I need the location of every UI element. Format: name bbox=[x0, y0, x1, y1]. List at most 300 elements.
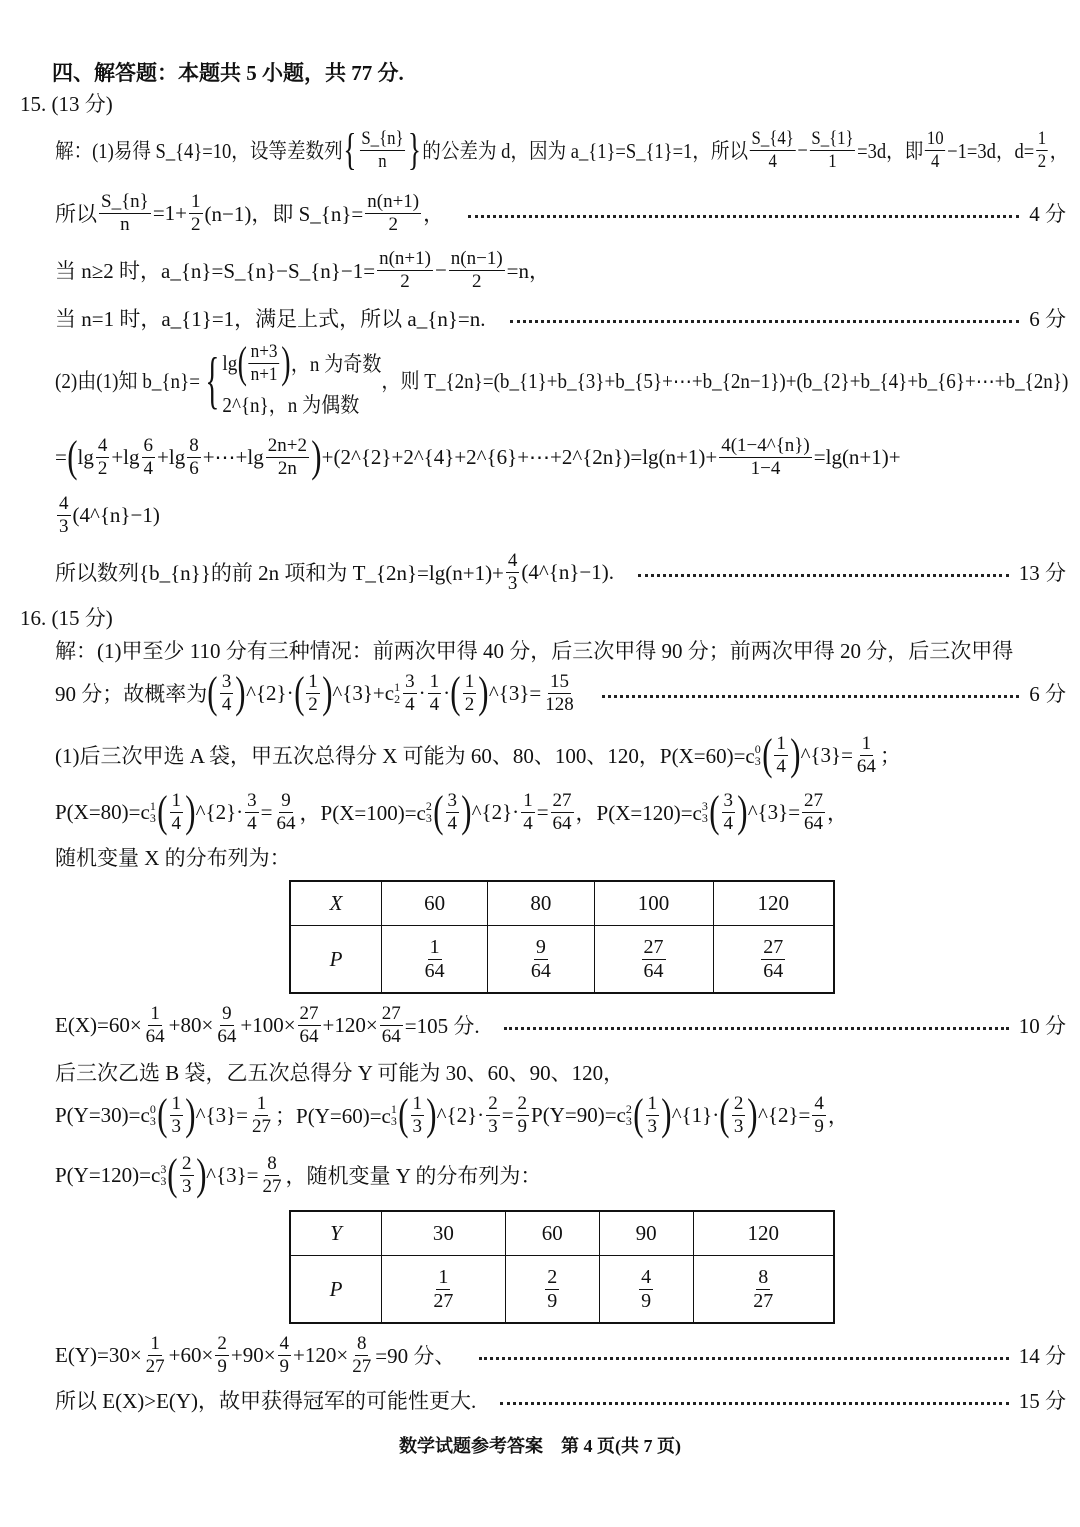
value-cell: 120 bbox=[713, 881, 834, 926]
numerator: 8 bbox=[189, 434, 199, 456]
denominator: 27 bbox=[145, 1355, 165, 1377]
binomial-indices bbox=[426, 800, 432, 824]
sub-index: 3 bbox=[160, 1174, 167, 1188]
math-text: 当 n=1 时，a_{1}=1，满足上式，所以 a_{n}=n. bbox=[55, 307, 486, 331]
denominator: 1−4 bbox=[750, 457, 781, 479]
math-text: +120× bbox=[293, 1342, 349, 1367]
denominator: 64 bbox=[145, 1025, 165, 1047]
math-text: =105 分. bbox=[404, 1014, 480, 1038]
math-text: − bbox=[797, 137, 808, 162]
line-content bbox=[55, 1150, 542, 1199]
line-content bbox=[55, 551, 614, 594]
score-label: 13 分 bbox=[1018, 561, 1066, 585]
fraction bbox=[521, 791, 535, 834]
math-text: =3d，即 bbox=[857, 139, 924, 163]
math-text: ^{3}= bbox=[800, 742, 853, 767]
numerator: 2 bbox=[547, 1265, 558, 1288]
sup-index: 2 bbox=[425, 799, 432, 813]
denominator: 4 bbox=[405, 693, 415, 715]
big-bracket: ) bbox=[185, 1090, 196, 1139]
fraction bbox=[380, 1004, 403, 1047]
math-text: = bbox=[260, 799, 273, 824]
fraction bbox=[423, 937, 447, 982]
math-text: · bbox=[443, 680, 451, 705]
math-text: ^{2}· bbox=[195, 799, 244, 824]
math-text: 当 n≥2 时，a_{n}=S_{n}−S_{n}−1= bbox=[55, 259, 376, 283]
prob-cell bbox=[382, 1256, 506, 1324]
denominator: 3 bbox=[733, 1115, 744, 1137]
q15-line bbox=[55, 542, 1066, 602]
line-content bbox=[55, 730, 901, 779]
big-bracket: ) bbox=[195, 1150, 206, 1199]
question-16-header: 16. (15 分) bbox=[20, 606, 113, 630]
math-text: ^{3}= bbox=[488, 680, 542, 705]
denominator: 64 bbox=[424, 959, 445, 982]
sup-index: 0 bbox=[149, 1102, 156, 1116]
fraction bbox=[446, 791, 460, 834]
numerator: 2 bbox=[182, 1152, 192, 1174]
sub-index: 3 bbox=[390, 1114, 397, 1128]
numerator: 4(1−4^{n}) bbox=[721, 434, 810, 456]
big-bracket: ) bbox=[790, 730, 801, 779]
sup-index: 1 bbox=[390, 1102, 397, 1116]
numerator: 1 bbox=[256, 1092, 267, 1114]
table-header-row bbox=[290, 881, 834, 926]
q15-line bbox=[55, 485, 160, 545]
numerator: 10 bbox=[926, 127, 944, 149]
numerator: 1 bbox=[438, 1265, 449, 1288]
prob-label-cell: P bbox=[290, 926, 382, 994]
denominator: 3 bbox=[59, 515, 69, 537]
value-cell: 60 bbox=[382, 881, 488, 926]
score-label: 15 分 bbox=[1018, 1389, 1066, 1413]
fraction bbox=[403, 672, 417, 715]
fraction bbox=[506, 551, 520, 594]
numerator: 27 bbox=[552, 789, 572, 811]
dot-leader bbox=[468, 215, 1019, 218]
math-text: (4^{n}−1). bbox=[521, 559, 614, 584]
denominator: 2 bbox=[464, 693, 475, 715]
numerator: 2 bbox=[517, 1092, 528, 1114]
numerator: 4 bbox=[279, 1332, 290, 1354]
fraction bbox=[411, 1094, 425, 1137]
numerator: 1 bbox=[429, 935, 440, 958]
fraction bbox=[377, 249, 433, 292]
math-text: ，P(X=120)=c bbox=[575, 801, 702, 825]
dot-leader bbox=[638, 574, 1009, 577]
denominator: 3 bbox=[647, 1115, 658, 1137]
math-text: ，随机变量 Y 的分布列为： bbox=[285, 1164, 542, 1188]
denominator: 4 bbox=[776, 755, 786, 777]
score-label: 6 分 bbox=[1029, 682, 1066, 706]
denominator: 4 bbox=[171, 812, 181, 834]
binomial-indices bbox=[160, 1163, 166, 1187]
fraction bbox=[732, 1094, 746, 1137]
numerator: 1 bbox=[171, 789, 181, 811]
prob-cell bbox=[599, 1256, 693, 1324]
question-15-header: 15. (13 分) bbox=[20, 92, 113, 116]
big-bracket: ) bbox=[321, 668, 333, 717]
prob-cell bbox=[594, 926, 713, 994]
math-text: = bbox=[536, 799, 549, 824]
numerator: 1 bbox=[308, 670, 318, 692]
line-content bbox=[55, 125, 1069, 174]
case-row bbox=[222, 338, 382, 387]
sup-index: 1 bbox=[149, 799, 156, 813]
numerator: 4 bbox=[59, 492, 69, 514]
fraction bbox=[306, 672, 320, 715]
numerator: 3 bbox=[447, 789, 458, 811]
dot-leader bbox=[479, 1357, 1008, 1360]
math-text: +120× bbox=[322, 1012, 378, 1037]
sub-index: 3 bbox=[149, 811, 156, 825]
big-bracket: ) bbox=[426, 1090, 437, 1139]
cases-rows bbox=[222, 338, 382, 419]
q16-line bbox=[55, 725, 901, 785]
fraction bbox=[170, 1094, 184, 1137]
denominator: 64 bbox=[643, 959, 664, 982]
numerator: 27 bbox=[763, 935, 784, 958]
big-bracket: ( bbox=[207, 668, 218, 717]
fraction bbox=[529, 937, 553, 982]
math-text: +lg bbox=[111, 444, 140, 469]
numerator: n(n−1) bbox=[450, 247, 503, 269]
fraction bbox=[144, 1004, 167, 1047]
math-text: ^{2}· bbox=[436, 1102, 485, 1127]
binomial-indices bbox=[150, 800, 156, 824]
math-text: 的公差为 d，因为 a_{1}=S_{1}=1，所以 bbox=[422, 139, 749, 163]
prob-cell bbox=[505, 1256, 599, 1324]
math-text: P(X=80)=c bbox=[55, 799, 150, 824]
numerator: 27 bbox=[381, 1002, 401, 1024]
fraction bbox=[180, 1154, 194, 1197]
big-bracket: ) bbox=[661, 1090, 672, 1139]
prob-cell bbox=[382, 926, 488, 994]
numerator: 1 bbox=[523, 789, 533, 811]
variable-cell: X bbox=[290, 881, 382, 926]
binomial-indices bbox=[626, 1103, 632, 1127]
line-content bbox=[55, 303, 486, 333]
table-prob-row bbox=[290, 926, 834, 994]
big-bracket: ( bbox=[709, 787, 720, 836]
sup-index: 3 bbox=[701, 799, 708, 813]
numerator: 2 bbox=[217, 1332, 227, 1354]
fraction bbox=[1036, 129, 1048, 172]
q16-line bbox=[55, 1370, 1066, 1430]
binomial-indices bbox=[702, 800, 708, 824]
denominator: 27 bbox=[262, 1175, 282, 1197]
math-text: −1=3d，d= bbox=[947, 139, 1035, 163]
big-bracket: ( bbox=[237, 338, 247, 387]
fraction bbox=[431, 1267, 455, 1312]
numerator: 4 bbox=[641, 1265, 652, 1288]
prob-cell bbox=[488, 926, 594, 994]
math-text: ^{2}= bbox=[758, 1102, 811, 1127]
binomial-indices bbox=[150, 1103, 156, 1127]
fraction bbox=[646, 1094, 660, 1137]
numerator: 1 bbox=[150, 1332, 160, 1354]
dot-leader bbox=[602, 695, 1020, 698]
line-content bbox=[55, 1385, 476, 1415]
math-text: +60× bbox=[168, 1342, 214, 1367]
variable-cell: Y bbox=[290, 1211, 382, 1256]
denominator: 4 bbox=[523, 812, 533, 834]
line-content bbox=[55, 494, 160, 537]
math-text: ，P(X=100)=c bbox=[299, 801, 426, 825]
fraction bbox=[249, 342, 280, 385]
numerator: 4 bbox=[97, 434, 108, 456]
math-text: P(Y=90)=c bbox=[531, 1102, 626, 1127]
denominator: 2 bbox=[191, 213, 201, 235]
denominator: 4 bbox=[447, 812, 458, 834]
math-text: 所以 bbox=[55, 202, 97, 226]
math-text: 所以 E(X)>E(Y)，故甲获得冠军的可能性更大. bbox=[55, 1389, 477, 1413]
math-text: ， bbox=[423, 202, 445, 226]
numerator: 1 bbox=[464, 670, 475, 692]
math-text: = bbox=[501, 1102, 514, 1127]
denominator: 2 bbox=[308, 693, 318, 715]
math-text: ^{2}· bbox=[246, 680, 294, 705]
numerator: 3 bbox=[405, 670, 415, 692]
line-content bbox=[55, 192, 444, 235]
denominator: 64 bbox=[276, 812, 296, 834]
denominator: 64 bbox=[804, 812, 824, 834]
numerator: 4 bbox=[507, 549, 518, 571]
table-header-row bbox=[290, 1211, 834, 1256]
prob-label-cell: P bbox=[290, 1256, 382, 1324]
line-content bbox=[55, 842, 291, 872]
numerator: 1 bbox=[1037, 127, 1047, 149]
sup-index: 2 bbox=[625, 1102, 632, 1116]
math-text: =1+ bbox=[152, 200, 187, 225]
q16-line bbox=[55, 663, 1066, 723]
math-text: ^{3}= bbox=[195, 1102, 249, 1127]
line-content bbox=[55, 635, 1013, 665]
denominator: 27 bbox=[753, 1289, 774, 1312]
score-label: 6 分 bbox=[1029, 307, 1066, 331]
numerator: 1 bbox=[171, 1092, 181, 1114]
math-text: 90 分；故概率为 bbox=[55, 682, 208, 706]
numerator: S_{4} bbox=[751, 127, 794, 149]
big-bracket: ( bbox=[719, 1090, 730, 1139]
math-text: ， bbox=[827, 801, 849, 825]
fraction bbox=[365, 192, 421, 235]
denominator: 64 bbox=[763, 959, 784, 982]
fraction bbox=[719, 436, 812, 479]
fraction bbox=[751, 1267, 775, 1312]
fraction bbox=[298, 1004, 321, 1047]
piecewise-cases bbox=[200, 338, 382, 419]
big-bracket: ) bbox=[737, 787, 748, 836]
big-bracket: ) bbox=[461, 787, 472, 836]
denominator: 2n bbox=[277, 457, 297, 479]
numerator: 2n+2 bbox=[267, 434, 307, 456]
big-bracket: ) bbox=[311, 432, 322, 481]
numerator: 8 bbox=[356, 1332, 367, 1354]
big-bracket: } bbox=[408, 125, 422, 174]
distribution-table-y bbox=[289, 1210, 835, 1324]
denominator: 27 bbox=[252, 1115, 272, 1137]
prob-cell bbox=[693, 1256, 834, 1324]
score-label: 4 分 bbox=[1029, 202, 1066, 226]
numerator: 1 bbox=[647, 1092, 658, 1114]
big-bracket: ( bbox=[157, 1090, 168, 1139]
denominator: 4 bbox=[429, 693, 440, 715]
sub-index: 3 bbox=[754, 754, 761, 768]
math-text: ，n 为奇数 bbox=[290, 352, 382, 376]
numerator: 8 bbox=[267, 1152, 277, 1174]
prob-cell bbox=[713, 926, 834, 994]
sub-index: 2 bbox=[394, 692, 401, 706]
denominator: 64 bbox=[381, 1025, 401, 1047]
q15-line bbox=[55, 427, 901, 487]
math-text: P(Y=120)=c bbox=[55, 1162, 161, 1187]
value-cell: 120 bbox=[693, 1211, 834, 1256]
distribution-table-x bbox=[289, 880, 835, 994]
left-brace: { bbox=[205, 344, 220, 415]
math-text: +(2^{2}+2^{4}+2^{6}+⋯+2^{2n})=lg(n+1)+ bbox=[321, 444, 718, 469]
big-bracket: ) bbox=[185, 787, 196, 836]
numerator: 3 bbox=[221, 670, 232, 692]
dot-leader bbox=[500, 1402, 1008, 1405]
fraction bbox=[220, 672, 234, 715]
denominator: 3 bbox=[182, 1175, 192, 1197]
binomial-indices bbox=[755, 743, 761, 767]
fraction bbox=[215, 1004, 238, 1047]
numerator: 27 bbox=[643, 935, 664, 958]
value-cell: 90 bbox=[599, 1211, 693, 1256]
denominator: 9 bbox=[547, 1289, 558, 1312]
math-text: (1)后三次甲选 A 袋，甲五次总得分 X 可能为 60、80、100、120，P(X=60)=c bbox=[55, 744, 755, 768]
denominator: n bbox=[378, 150, 387, 172]
math-text: 所以数列{b_{n}}的前 2n 项和为 T_{2n}=lg(n+1)+ bbox=[55, 561, 504, 585]
big-bracket: ( bbox=[293, 668, 305, 717]
big-bracket: ( bbox=[398, 1090, 409, 1139]
q15-line bbox=[55, 183, 1066, 243]
denominator: 2 bbox=[388, 213, 398, 235]
fraction bbox=[855, 734, 878, 777]
math-text: (n−1)，即 S_{n}= bbox=[204, 202, 364, 226]
sup-index: 0 bbox=[754, 742, 761, 756]
dot-leader bbox=[510, 320, 1020, 323]
q16-line bbox=[55, 827, 291, 887]
fraction bbox=[639, 1267, 653, 1312]
fraction bbox=[750, 129, 796, 172]
fraction bbox=[802, 791, 825, 834]
denominator: 9 bbox=[217, 1355, 227, 1377]
big-bracket: ) bbox=[235, 668, 246, 717]
denominator: 128 bbox=[545, 693, 574, 715]
fraction bbox=[812, 1094, 826, 1137]
denominator: 4 bbox=[143, 457, 154, 479]
math-text: +90× bbox=[230, 1342, 276, 1367]
fraction bbox=[187, 436, 201, 479]
math-text: =90 分、 bbox=[375, 1344, 456, 1368]
numerator: 1 bbox=[429, 670, 440, 692]
numerator: 1 bbox=[191, 190, 201, 212]
big-bracket: ) bbox=[747, 1090, 758, 1139]
numerator: S_{n} bbox=[361, 127, 404, 149]
math-text: ^{3}= bbox=[747, 799, 801, 824]
math-text: 后三次乙选 B 袋，乙五次总得分 Y 可能为 30、60、90、120， bbox=[55, 1061, 625, 1085]
denominator: 64 bbox=[299, 1025, 319, 1047]
value-cell: 60 bbox=[505, 1211, 599, 1256]
sub-index: 3 bbox=[701, 811, 708, 825]
fraction bbox=[449, 249, 505, 292]
q16-line bbox=[55, 1145, 541, 1205]
denominator: 1 bbox=[828, 150, 837, 172]
denominator: 9 bbox=[814, 1115, 824, 1137]
q15-line bbox=[55, 120, 1068, 180]
denominator: 64 bbox=[217, 1025, 237, 1047]
fraction bbox=[428, 672, 442, 715]
fraction bbox=[486, 1094, 500, 1137]
q15-line bbox=[55, 288, 1066, 348]
big-bracket: { bbox=[343, 125, 357, 174]
line-content bbox=[55, 1004, 480, 1047]
denominator: 4 bbox=[723, 812, 734, 834]
big-bracket: ) bbox=[478, 668, 489, 717]
fraction bbox=[545, 1267, 559, 1312]
line-content bbox=[55, 1057, 624, 1087]
math-text: 解：(1)甲至少 110 分有三种情况：前两次甲得 40 分，后三次甲得 90 分；前两次甲得 20 分，后三次甲得 bbox=[55, 639, 1014, 663]
big-bracket: ( bbox=[157, 787, 168, 836]
math-text: ，则 T_{2n}=(b_{1}+b_{3}+b_{5}+⋯+b_{2n−1})+(b_{2}+b_{4}+b_{6}+⋯+b_{2n}) bbox=[381, 369, 1069, 393]
fraction bbox=[774, 734, 788, 777]
denominator: 2 bbox=[400, 270, 410, 292]
denominator: 64 bbox=[856, 755, 876, 777]
math-text: ^{3}+c bbox=[332, 680, 395, 705]
numerator: n+3 bbox=[250, 340, 278, 362]
numerator: S_{1} bbox=[811, 127, 854, 149]
value-cell: 30 bbox=[382, 1211, 506, 1256]
fraction bbox=[551, 791, 574, 834]
fraction bbox=[261, 1154, 284, 1197]
q15-line bbox=[55, 338, 1069, 417]
fraction bbox=[266, 436, 309, 479]
case-row bbox=[222, 389, 381, 419]
table-prob-row bbox=[290, 1256, 834, 1324]
score-label: 14 分 bbox=[1018, 1344, 1066, 1368]
numerator: 15 bbox=[550, 670, 569, 692]
math-text: ； bbox=[879, 744, 901, 768]
math-text: P(Y=30)=c bbox=[55, 1102, 150, 1127]
math-text: =lg(n+1)+ bbox=[813, 444, 901, 469]
numerator: 8 bbox=[758, 1265, 769, 1288]
denominator: 4 bbox=[768, 150, 777, 172]
denominator: 9 bbox=[641, 1289, 652, 1312]
big-bracket: ) bbox=[281, 338, 291, 387]
math-text: E(X)=60× bbox=[55, 1012, 142, 1037]
line-content bbox=[55, 1090, 849, 1139]
denominator: 4 bbox=[221, 693, 232, 715]
fraction bbox=[99, 192, 151, 235]
math-text: · bbox=[418, 680, 426, 705]
denominator: 2 bbox=[97, 457, 108, 479]
fraction bbox=[543, 672, 576, 715]
big-bracket: ( bbox=[67, 432, 78, 481]
numerator: 3 bbox=[723, 789, 734, 811]
big-bracket: ( bbox=[450, 668, 461, 717]
numerator: 2 bbox=[488, 1092, 498, 1114]
denominator: 9 bbox=[517, 1115, 528, 1137]
math-text: 2^{n}，n 为偶数 bbox=[222, 393, 360, 417]
numerator: 1 bbox=[861, 732, 872, 754]
big-bracket: ( bbox=[433, 787, 444, 836]
numerator: 9 bbox=[222, 1002, 232, 1024]
denominator: 64 bbox=[552, 812, 572, 834]
numerator: n(n+1) bbox=[379, 247, 431, 269]
